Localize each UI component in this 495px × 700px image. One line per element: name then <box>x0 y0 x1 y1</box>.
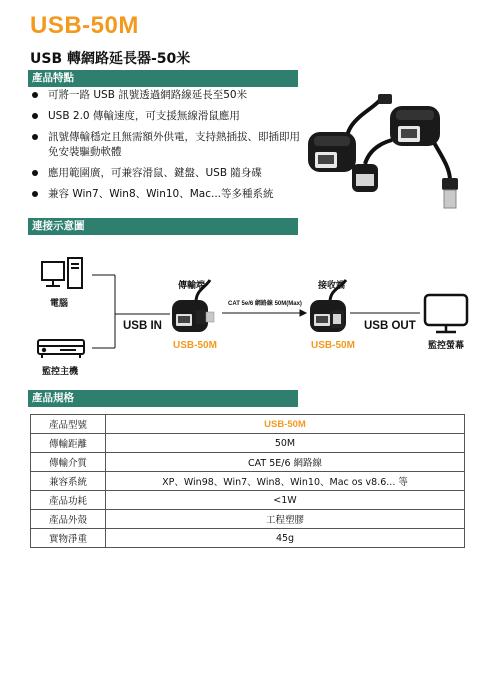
host-label: 監控主機 <box>42 367 79 377</box>
table-row <box>31 434 465 453</box>
product-photo <box>300 92 470 212</box>
spec-value: 45g <box>106 529 465 548</box>
table-row <box>31 491 465 510</box>
host-icon <box>38 340 84 358</box>
monitor-label: 監控螢幕 <box>428 341 465 351</box>
feature-text: USB 2.0 傳輸速度，可支援無線滑鼠應用 <box>48 110 240 122</box>
spec-value: 工程塑膠 <box>106 510 465 529</box>
product-subtitle: USB 轉網路延長器-50米 <box>30 51 191 67</box>
feature-item <box>30 166 300 181</box>
spec-value: 50M <box>106 434 465 453</box>
monitor-icon <box>425 295 467 332</box>
spec-key: 傳輸距離 <box>31 434 106 453</box>
cable-label: CAT 5e/6 網路線 50M(Max) <box>228 301 302 307</box>
spec-value: USB-50M <box>106 415 465 434</box>
receiver-label: 接收端 <box>318 281 346 291</box>
feature-text: 訊號傳輸穩定且無需額外供電，支持熱插拔、即插即用 免安裝驅動軟體 <box>48 131 300 158</box>
computer-icon <box>42 258 82 288</box>
usb-in-label: USB IN <box>123 320 162 332</box>
feature-item <box>30 88 300 103</box>
spec-value: <1W <box>106 491 465 510</box>
feature-item <box>30 187 300 202</box>
receiver-unit-photo <box>352 106 458 208</box>
spec-value: CAT 5E/6 網路線 <box>106 453 465 472</box>
transmitter-unit-photo <box>308 94 392 172</box>
spec-key: 產品功耗 <box>31 491 106 510</box>
bullet-icon <box>32 170 38 176</box>
feature-text: 可將一路 USB 訊號透過網路線延長至50米 <box>48 89 248 101</box>
table-row <box>31 529 465 548</box>
cable-arrow <box>222 310 306 316</box>
transmitter-model-label: USB-50M <box>173 340 217 351</box>
bullet-icon <box>32 134 38 140</box>
product-title: USB-50M <box>30 12 139 39</box>
feature-item <box>30 109 300 124</box>
features-list <box>30 88 300 208</box>
feature-item <box>30 130 300 160</box>
usb-out-label: USB OUT <box>364 320 416 332</box>
spec-table <box>30 414 465 548</box>
bullet-icon <box>32 113 38 119</box>
spec-key: 傳輸介質 <box>31 453 106 472</box>
table-row <box>31 472 465 491</box>
table-row <box>31 453 465 472</box>
spec-key: 產品型號 <box>31 415 106 434</box>
table-row <box>31 415 465 434</box>
diagram-section-header: 連接示意圖 <box>28 218 298 235</box>
feature-text: 應用範圍廣，可兼容滑鼠、鍵盤、USB 隨身碟 <box>48 167 262 179</box>
specs-section-header: 產品規格 <box>28 390 298 407</box>
table-row <box>31 510 465 529</box>
spec-key: 產品外殼 <box>31 510 106 529</box>
feature-text: 兼容 Win7、Win8、Win10、Mac...等多種系統 <box>48 188 274 200</box>
transmitter-label: 傳輸端 <box>178 281 206 291</box>
bullet-icon <box>32 191 38 197</box>
input-connectors <box>92 275 170 348</box>
features-section-header: 產品特點 <box>28 70 298 87</box>
bullet-icon <box>32 92 38 98</box>
computer-label: 電腦 <box>50 299 69 309</box>
spec-key: 實物淨重 <box>31 529 106 548</box>
connection-diagram <box>0 240 495 385</box>
spec-value: XP、Win98、Win7、Win8、Win10、Mac os v8.6... 等 <box>106 472 465 491</box>
receiver-model-label: USB-50M <box>311 340 355 351</box>
spec-key: 兼容系統 <box>31 472 106 491</box>
